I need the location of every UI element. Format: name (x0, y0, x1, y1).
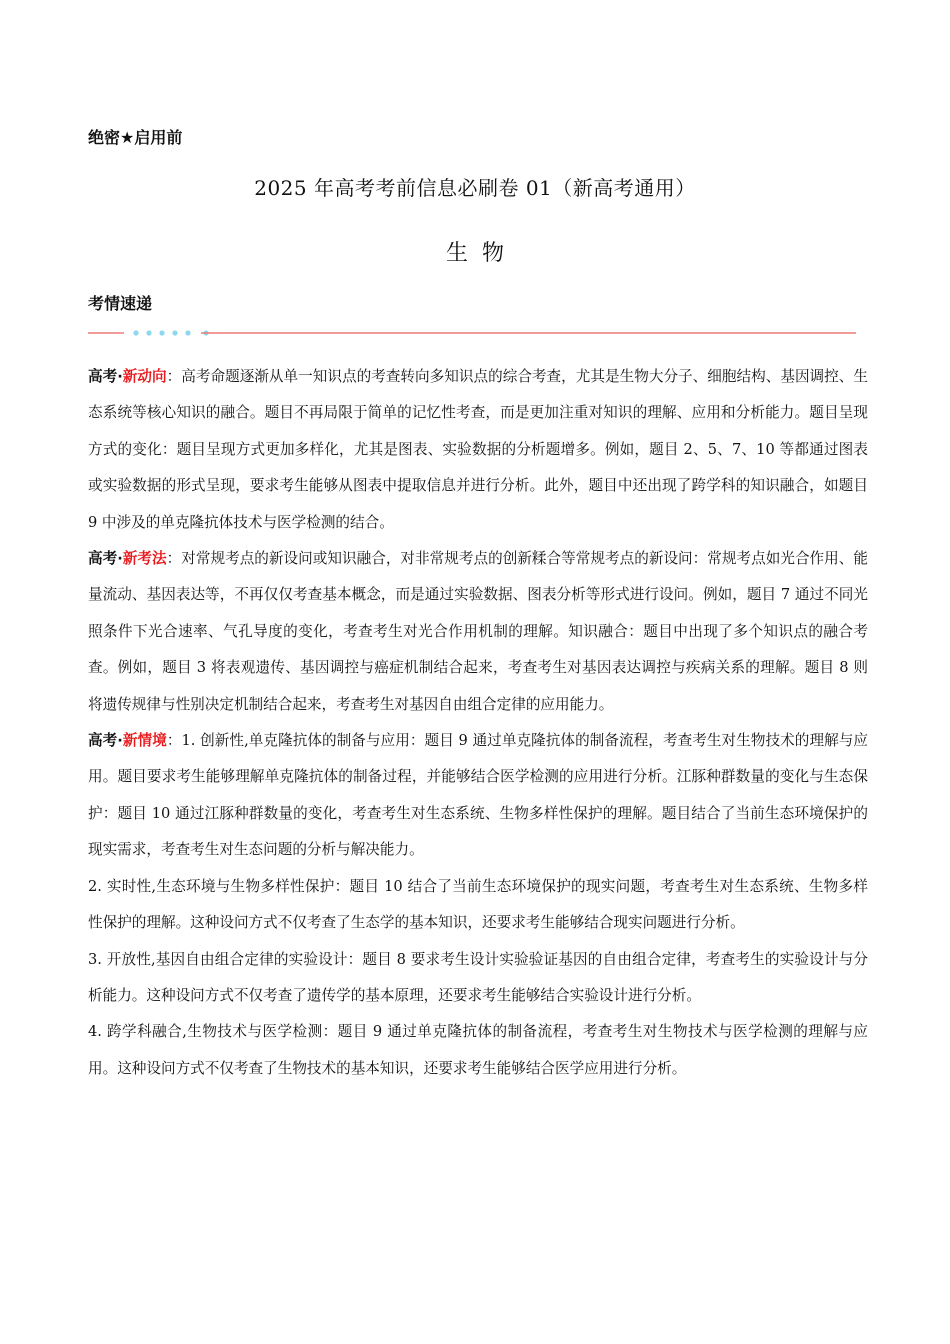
label-prefix: 高考· (88, 368, 123, 385)
divider-dot (172, 330, 177, 335)
divider-dot (159, 330, 164, 335)
divider-dot (146, 330, 151, 335)
paragraph-item-3: 3. 开放性,基因自由组合定律的实验设计：题目 8 要求考生设计实验验证基因的自由组合定律，考查考生的实验设计与分析能力。这种设问方式不仅考查了遗传学的基本原理，还要求考生能够结合实验设计进行分析。 (88, 950, 868, 1004)
paragraph-new-direction (88, 359, 868, 541)
paragraph-new-context (88, 723, 868, 869)
divider-dot (133, 330, 138, 335)
section-divider (88, 325, 858, 341)
label-prefix: 高考· (88, 732, 123, 750)
paragraph-item-2: 2. 实时性,生态环境与生物多样性保护：题目 10 结合了当前生态环境保护的现实问题，考查考生对生态系统、生物多样性保护的理解。这种设问方式不仅考查了生态学的基本知识，还要求考生能够结合现实问题进行分析。 (88, 877, 868, 932)
confidential-label: 绝密★启用前 (88, 128, 183, 147)
section-heading: 考情速递 (88, 294, 153, 313)
exam-analysis-body (88, 359, 868, 1087)
subject-title: 生物 (445, 241, 518, 266)
paragraph-text: ：高考命题逐渐从单一知识点的考查转向多知识点的综合考查，尤其是生物大分子、细胞结构、基因调控、生态系统等核心知识的融合。题目不再局限于简单的记忆性考查，而是更加注重对知识的理解、应用和分析能力。题目呈现方式的变化：题目呈现方式更加多样化，尤其是图表、实验数据的分析题增多。例如，题目 2、5、7、10 等都通过图表或实验数据的形式呈现，要求考生能够从图表中提取信息并进行分析。此外，题目中还出现了跨学科的知识融合，如题目 9 中涉及的单克隆抗体技术与医学检测的结合。 (88, 368, 868, 531)
paragraph-text: ：1. 创新性,单克隆抗体的制备与应用：题目 9 通过单克隆抗体的制备流程，考查考生对生物技术的理解与应用。题目要求考生能够理解单克隆抗体的制备过程，并能够结合医学检测的应用进行分析。江豚种群数量的变化与生态保护：题目 10 通过江豚种群数量的变化，考查考生对生态系统、生物多样性保护的理解。题目结合了当前生态环境保护的现实需求，考查考生对生态问题的分析与解决能力。 (88, 732, 868, 859)
label-prefix: 高考· (88, 550, 123, 568)
paragraph-text: ：对常规考点的新设问或知识融合，对非常规考点的创新糅合等常规考点的新设问：常规考点如光合作用、能量流动、基因表达等，不再仅仅考查基本概念，而是通过实验数据、图表分析等形式进行设问。例如，题目 7 通过不同光照条件下光合速率、气孔导度的变化，考查考生对光合作用机制的理解。知识融合：题目中出现了多个知识点的融合考查。例如，题目 3 将表观遗传、基因调控与癌症机制结合起来，考查考生对基因表达调控与疾病关系的理解。题目 8 则将遗传规律与性别决定机制结合起来，考查考生对基因自由组合定律的应用能力。 (88, 550, 868, 713)
page-title: 2025 年高考考前信息必刷卷 01（新高考通用） (254, 176, 696, 200)
paragraph-label (88, 550, 167, 567)
paragraph-label (88, 732, 167, 749)
paragraph-item-4: 4. 跨学科融合,生物技术与医学检测：题目 9 通过单克隆抗体的制备流程，考查考生对生物技术与医学检测的理解与应用。这种设问方式不仅考查了生物技术的基本知识，还要求考生能够结合医学应用进行分析。 (88, 1023, 868, 1077)
label-highlight: 新考法 (122, 550, 167, 568)
paragraph-new-method (88, 541, 868, 723)
label-highlight: 新情境 (122, 732, 167, 750)
divider-dot (185, 330, 190, 335)
label-highlight: 新动向 (122, 368, 167, 385)
paragraph-label (88, 368, 167, 385)
